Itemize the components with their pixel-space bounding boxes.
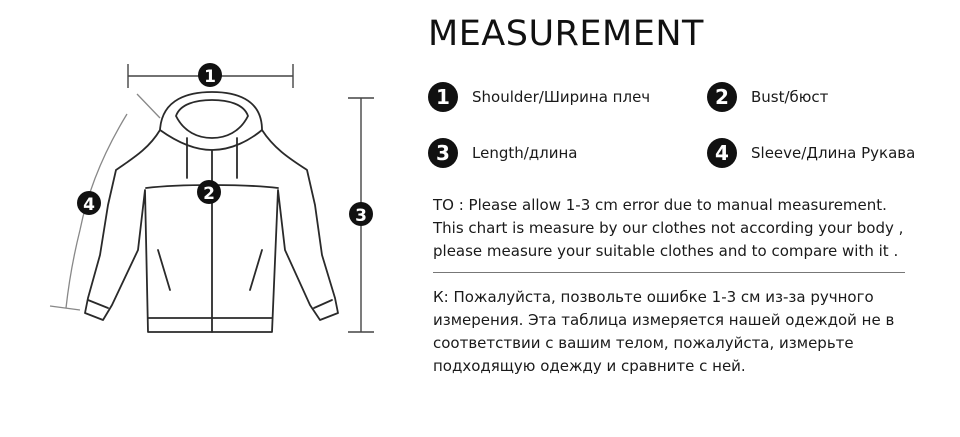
svg-text:2: 2 [203, 184, 215, 204]
legend-badge: 1 [428, 82, 458, 112]
legend-badge: 2 [707, 82, 737, 112]
legend-item-length [428, 138, 578, 168]
legend-label: Length/длина [472, 144, 578, 162]
legend-label: Bust/бюст [751, 88, 829, 106]
legend-badge: 4 [707, 138, 737, 168]
divider [433, 272, 905, 273]
legend-item-sleeve [707, 138, 915, 168]
hoodie-diagram [0, 0, 400, 437]
legend-item-shoulder [428, 82, 650, 112]
legend-label: Sleeve/Длина Рукава [751, 144, 916, 162]
marker-3 [349, 202, 373, 226]
svg-text:1: 1 [204, 67, 216, 87]
marker-4 [77, 191, 101, 215]
marker-2 [197, 180, 221, 204]
legend-item-bust [707, 82, 828, 112]
svg-text:4: 4 [83, 195, 95, 215]
note-russian: К: Пожалуйста, позвольте ошибке 1-3 см из-за ручного измерения. Эта таблица измеряется нашей одеждой не в соответствии с вашим телом, пожалуйста, измерьте подходящую одежду и сравните с ней. [433, 288, 895, 375]
marker-1 [198, 63, 222, 87]
page-title: MEASUREMENT [428, 14, 704, 54]
svg-text:3: 3 [355, 206, 367, 226]
legend-label: Shoulder/Ширина плеч [472, 88, 651, 106]
note-english: TO : Please allow 1-3 cm error due to manual measurement. This chart is measure by our clothes not according your body , please measure your suitable clothes and to compare with it . [433, 196, 904, 260]
sleeve-measure-line [137, 94, 160, 118]
legend-badge: 3 [428, 138, 458, 168]
